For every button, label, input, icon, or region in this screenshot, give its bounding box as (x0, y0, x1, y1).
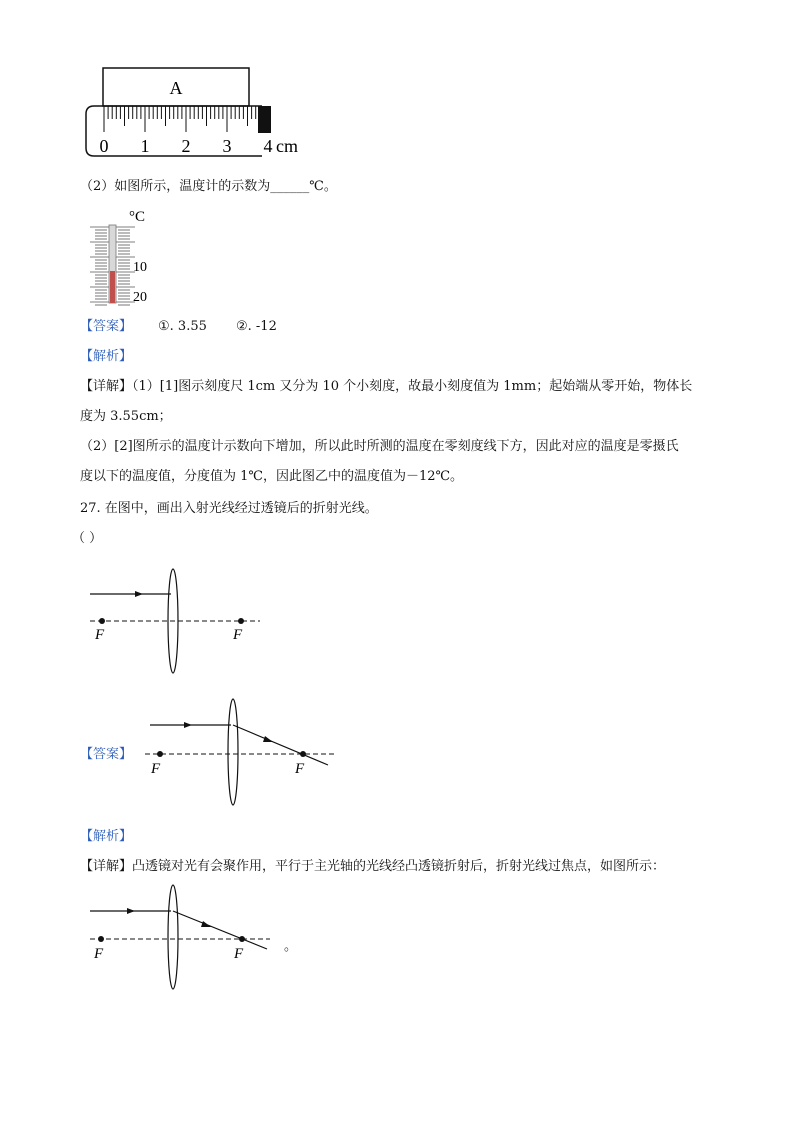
focus-label-left: F (95, 627, 105, 643)
incident-ray-arrow-icon (127, 908, 135, 914)
answer-2-tag: 【答案】 (80, 747, 133, 762)
answer-1-tag: 【答案】 (80, 319, 133, 334)
thermometer-figure (85, 205, 165, 310)
detail-2-tag: 【详解】 (80, 859, 133, 874)
convex-lens (228, 699, 238, 805)
ruler-unit: cm (276, 136, 298, 156)
detail-1-line-3: （2）[2]图所示的温度计示数向下增加，所以此时所测的温度在零刻度线下方，因此对应的温度是零摄氏 (80, 439, 679, 454)
ruler-tick-label-4: 4 (263, 136, 273, 156)
focus-label-left: F (94, 946, 104, 962)
thermometer-unit: °C (129, 209, 146, 225)
focus-point-left (98, 936, 104, 942)
incident-ray-arrow-icon (135, 591, 143, 597)
analysis-1-tag: 【解析】 (80, 349, 133, 364)
focus-point-left (99, 618, 105, 624)
detail-2-line (80, 858, 665, 876)
detail-1-line-1 (80, 378, 692, 396)
detail-1-tag: 【详解】 (80, 379, 133, 394)
ruler-tick-label-1: 1 (140, 136, 150, 156)
lens-figure-answer (140, 695, 340, 810)
focus-label-right: F (295, 761, 305, 777)
answer-1-item-1: ①. 3.55 (158, 319, 207, 334)
ruler-tick-label-0: 0 (99, 136, 109, 156)
end-mark: 。 (284, 939, 298, 954)
ruler-tick-label-2: 2 (181, 136, 191, 156)
lens-figure-question (85, 565, 270, 675)
refracted-ray-arrow-icon (201, 921, 211, 927)
focus-point-right (300, 751, 306, 757)
ruler-ticks (104, 106, 260, 132)
detail-2-text: 凸透镜对光有会聚作用，平行于主光轴的光线经凸透镜折射后，折射光线过焦点，如图所示： (132, 859, 666, 874)
ruler-end-block (258, 106, 271, 133)
detail-1-line-4: 度以下的温度值，分度值为 1℃，因此图乙中的温度值为－12℃。 (80, 469, 464, 484)
analysis-2-tag: 【解析】 (80, 829, 133, 844)
answer-1-item-2: ②. -12 (236, 319, 277, 334)
focus-point-left (157, 751, 163, 757)
thermometer-label-10: 10 (133, 260, 147, 275)
focus-label-right: F (234, 946, 244, 962)
refracted-ray (173, 911, 267, 949)
detail-1-line-2: 度为 3.55cm； (80, 409, 172, 424)
object-label: A (169, 78, 183, 98)
question-27-text: 27. 在图中，画出入射光线经过透镜后的折射光线。 (80, 501, 378, 516)
convex-lens (168, 885, 178, 989)
refracted-ray (233, 725, 328, 765)
thermometer-label-20: 20 (133, 290, 147, 305)
question-2-text: （2）如图所示，温度计的示数为______℃。 (80, 179, 337, 194)
incident-ray-arrow-icon (184, 722, 192, 728)
focus-point-right (238, 618, 244, 624)
question-27-answer-blank: （ ） (72, 531, 103, 546)
lens-figure-detail (85, 882, 285, 994)
focus-point-right (239, 936, 245, 942)
focus-label-right: F (233, 627, 243, 643)
thermometer-liquid (110, 271, 115, 303)
ruler-tick-label-3: 3 (222, 136, 232, 156)
detail-1-line-1-text: （1）[1]图示刻度尺 1cm 又分为 10 个小刻度，故最小刻度值为 1mm；起始端从零开始，物体长 (132, 379, 693, 394)
ruler-figure (80, 62, 310, 162)
focus-label-left: F (151, 761, 161, 777)
refracted-ray-arrow-icon (263, 736, 273, 742)
